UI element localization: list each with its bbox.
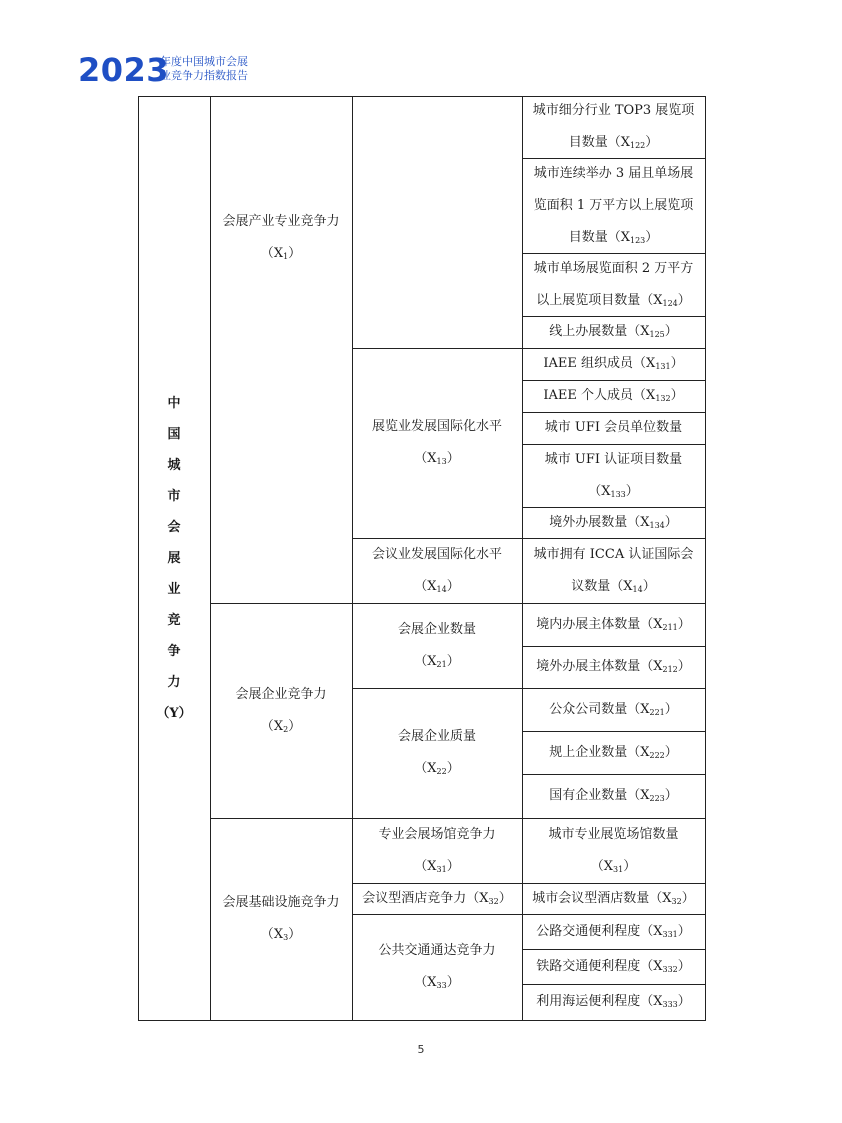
indicator-code-subscript: 32 <box>488 896 499 906</box>
indicator-code-subscript: 1 <box>283 252 289 261</box>
indicator-code-subscript: 123 <box>630 235 646 245</box>
cell-text: 铁路交通便利程度$(X_{332})$ <box>536 958 691 974</box>
cell-text: 公共交通通达竞争力 <box>378 943 496 958</box>
root-indicator-y <box>138 96 210 1020</box>
indicator-code: $(X_{21})$ <box>414 653 460 669</box>
table-rule <box>210 818 706 819</box>
indicator-code-subscript: 32 <box>671 896 682 906</box>
table-rule <box>522 774 706 775</box>
indicator-code-subscript: 333 <box>662 1000 678 1009</box>
indicator-code-letter: X <box>623 578 633 594</box>
indicator-code-letter: X <box>273 718 284 734</box>
indicator-code: $(X_{13})$ <box>414 451 460 466</box>
indicator-code-subscript: 14 <box>632 584 643 594</box>
table-rule <box>522 158 706 159</box>
indicator-code-subscript: 134 <box>649 520 665 530</box>
level3-indicator <box>522 316 705 348</box>
page-number: 5 <box>417 1043 425 1056</box>
indicator-code-subscript: 133 <box>610 489 626 499</box>
indicator-code-letter: X <box>427 653 437 669</box>
indicator-code-subscript: 33 <box>436 981 447 990</box>
indicator-code-subscript: 331 <box>662 929 678 939</box>
cell-text: 会展产业专业竞争力 <box>222 214 340 229</box>
cell-text: 国有企业数量$(X_{223})$ <box>549 788 678 803</box>
level1-indicator <box>210 603 352 818</box>
indicator-code-letter: X <box>640 514 650 530</box>
indicator-code-letter: X <box>662 890 672 906</box>
cell-text: 境外办展主体数量$(X_{212})$ <box>536 659 691 674</box>
table-rule <box>522 380 706 381</box>
level3-indicator <box>522 348 705 380</box>
cell-text: 公路交通便利程度$(X_{331})$ <box>536 923 691 939</box>
cell-text: 会议业发展国际化水平 <box>371 546 502 562</box>
indicator-code-letter: X <box>646 388 656 403</box>
indicator-code: $(X_{31})$ <box>414 858 460 874</box>
level1-indicator <box>210 818 352 1020</box>
indicator-code: $(X_3)$ <box>260 927 302 942</box>
indicator-code-subscript: 14 <box>436 584 447 594</box>
level3-indicator <box>522 507 705 538</box>
level3-indicator <box>522 603 705 646</box>
indicator-code-letter: X <box>479 890 489 906</box>
indicator-code-letter: X <box>640 701 650 717</box>
indicator-code-subscript: 131 <box>655 362 671 371</box>
indicator-code-subscript: 223 <box>649 794 665 803</box>
table-rule <box>352 883 706 884</box>
report-title-line-2: 业竞争力指数报告 <box>160 69 248 82</box>
level3-indicator <box>522 96 705 158</box>
indicator-code-letter: X <box>653 616 663 632</box>
indicator-code-subscript: 3 <box>283 933 289 942</box>
table-rule <box>138 96 706 97</box>
indicator-code: $(X_{22})$ <box>414 761 460 776</box>
root-indicator-char: 中 <box>167 395 181 411</box>
report-year: 2023 <box>78 51 170 89</box>
root-indicator-char: 力 <box>167 674 181 690</box>
indicator-code: $(X_{33})$ <box>414 975 460 990</box>
indicator-code-letter: X <box>640 324 650 339</box>
indicator-code: $(X_{14})$ <box>414 578 460 594</box>
cell-text: 会展企业数量 <box>397 621 476 637</box>
indicator-code-letter: X <box>653 659 663 674</box>
indicator-code-letter: X <box>273 927 284 942</box>
indicator-code-letter: X <box>427 761 437 776</box>
indicator-code-letter: X <box>620 229 630 245</box>
level2-indicator <box>352 348 522 538</box>
indicator-code-letter: X <box>620 135 630 150</box>
table-rule <box>522 507 706 508</box>
level3-indicator <box>522 914 705 949</box>
cell-text: 城市连续举办 3 届且单场展览面积 1 万平方以上展览项目数量$(X_{123})$ <box>533 165 694 245</box>
level3-indicator <box>522 538 705 603</box>
cell-text: 城市 UFI 认证项目数量$(X_{133})$ <box>544 451 683 499</box>
indicator-code-letter: X <box>653 923 663 939</box>
cell-text: 规上企业数量$(X_{222})$ <box>549 744 678 760</box>
indicator-code-subscript: 122 <box>630 141 646 150</box>
table-rule <box>522 646 706 647</box>
root-indicator-char: 会 <box>167 519 181 535</box>
cell-text: 公众公司数量$(X_{221})$ <box>549 701 678 717</box>
indicator-code-subscript: 31 <box>436 864 447 874</box>
table-rule <box>352 348 706 349</box>
indicator-code-subscript: 125 <box>649 330 665 339</box>
root-indicator-char: 展 <box>167 550 181 566</box>
cell-text: 城市单场展览面积 2 万平方以上展览项目数量$(X_{124})$ <box>533 260 694 308</box>
cell-text: 会展企业质量 <box>397 729 476 744</box>
indicator-code-letter: X <box>653 994 663 1009</box>
table-rule <box>352 688 706 689</box>
level2-indicator <box>352 538 522 603</box>
indicator-code-letter: X <box>603 858 614 874</box>
level2-indicator <box>352 818 522 883</box>
level1-indicator <box>210 96 352 603</box>
indicator-code: $(X_1)$ <box>260 246 302 261</box>
cell-text: 专业会展场馆竞争力 <box>378 826 496 842</box>
level2-indicator <box>352 96 522 348</box>
root-indicator-char: 竞 <box>167 612 181 628</box>
indicator-code-subscript: 2 <box>283 724 289 734</box>
level3-indicator <box>522 731 705 774</box>
cell-text: 会议型酒店竞争力$(X_{32})$ <box>362 890 512 906</box>
indicator-code-subscript: 212 <box>662 665 678 674</box>
indicator-code-letter: X <box>427 578 437 594</box>
indicator-code-subscript: 211 <box>662 622 678 632</box>
cell-text: IAEE 组织成员$(X_{131})$ <box>543 356 684 371</box>
indicator-code-subscript: 124 <box>662 298 678 308</box>
table-rule <box>522 949 706 950</box>
root-indicator-char: 业 <box>167 581 181 597</box>
level3-indicator <box>522 774 705 818</box>
level3-indicator <box>522 688 705 731</box>
root-indicator-char: 争 <box>167 643 181 659</box>
cell-text: 境外办展数量$(X_{134})$ <box>549 514 678 530</box>
level2-indicator <box>352 688 522 818</box>
cell-text: 城市专业展览场馆数量$(X_{31})$ <box>548 826 679 874</box>
cell-text: 城市 UFI 会员单位数量 <box>544 420 683 435</box>
cell-text: 展览业发展国际化水平 <box>371 419 502 434</box>
table-rule <box>522 444 706 445</box>
root-indicator-char: （Y） <box>156 705 192 721</box>
indicator-code-subscript: 21 <box>436 659 447 669</box>
indicator-code-letter: X <box>273 246 284 261</box>
indicator-code-subscript: 132 <box>655 394 671 403</box>
indicator-code-letter: X <box>640 744 650 760</box>
indicator-code-subscript: 332 <box>662 964 678 974</box>
table-rule <box>138 1020 706 1021</box>
level2-indicator <box>352 914 522 1020</box>
level3-indicator <box>522 984 705 1020</box>
table-rule <box>522 984 706 985</box>
indicator-code-subscript: 222 <box>649 750 665 760</box>
cell-text: 城市细分行业 TOP3 展览项目数量$(X_{122})$ <box>532 103 695 150</box>
indicator-code: $(X_2)$ <box>260 718 302 734</box>
report-title-line-1: 年度中国城市会展 <box>160 55 248 68</box>
cell-text: IAEE 个人成员$(X_{132})$ <box>543 388 684 403</box>
indicator-code-letter: X <box>646 356 656 371</box>
level3-indicator <box>522 818 705 883</box>
cell-text: 利用海运便利程度$(X_{333})$ <box>536 994 691 1009</box>
indicator-code-letter: X <box>427 451 437 466</box>
table-rule <box>352 914 706 915</box>
cell-text: 境内办展主体数量$(X_{211})$ <box>536 616 691 632</box>
table-rule <box>210 96 211 1021</box>
indicator-code-subscript: 31 <box>613 864 624 874</box>
table-rule <box>352 538 706 539</box>
indicator-code-subscript: 22 <box>436 767 447 776</box>
level3-indicator <box>522 883 705 914</box>
level3-indicator <box>522 380 705 412</box>
indicator-code-subscript: 13 <box>436 457 447 466</box>
indicator-code-letter: X <box>427 975 437 990</box>
table-rule <box>522 253 706 254</box>
indicator-code-letter: X <box>427 858 437 874</box>
level2-indicator <box>352 883 522 914</box>
level3-indicator <box>522 253 705 316</box>
level3-indicator <box>522 158 705 253</box>
indicator-code-letter: X <box>653 292 663 308</box>
root-indicator-char: 城 <box>167 457 181 473</box>
level2-indicator <box>352 603 522 688</box>
cell-text: 城市会议型酒店数量$(X_{32})$ <box>532 890 695 906</box>
cell-text: 会展企业竞争力 <box>235 686 327 702</box>
table-rule <box>522 731 706 732</box>
level3-indicator <box>522 444 705 507</box>
level3-indicator <box>522 646 705 688</box>
indicator-code-subscript: 221 <box>649 707 665 717</box>
cell-text: 城市拥有 ICCA 认证国际会议数量$(X_{14})$ <box>533 546 694 594</box>
level3-indicator <box>522 949 705 984</box>
cell-text: 会展基础设施竞争力 <box>222 895 340 910</box>
root-indicator-char: 市 <box>167 488 181 504</box>
root-indicator-char: 国 <box>167 426 181 442</box>
indicator-code-letter: X <box>640 788 650 803</box>
indicator-code-letter: X <box>653 958 663 974</box>
table-rule <box>522 316 706 317</box>
cell-text: 线上办展数量$(X_{125})$ <box>549 324 678 339</box>
level3-indicator <box>522 412 705 444</box>
indicator-code-letter: X <box>601 483 611 499</box>
table-rule <box>522 412 706 413</box>
table-rule <box>210 603 706 604</box>
table-rule <box>138 96 139 1021</box>
